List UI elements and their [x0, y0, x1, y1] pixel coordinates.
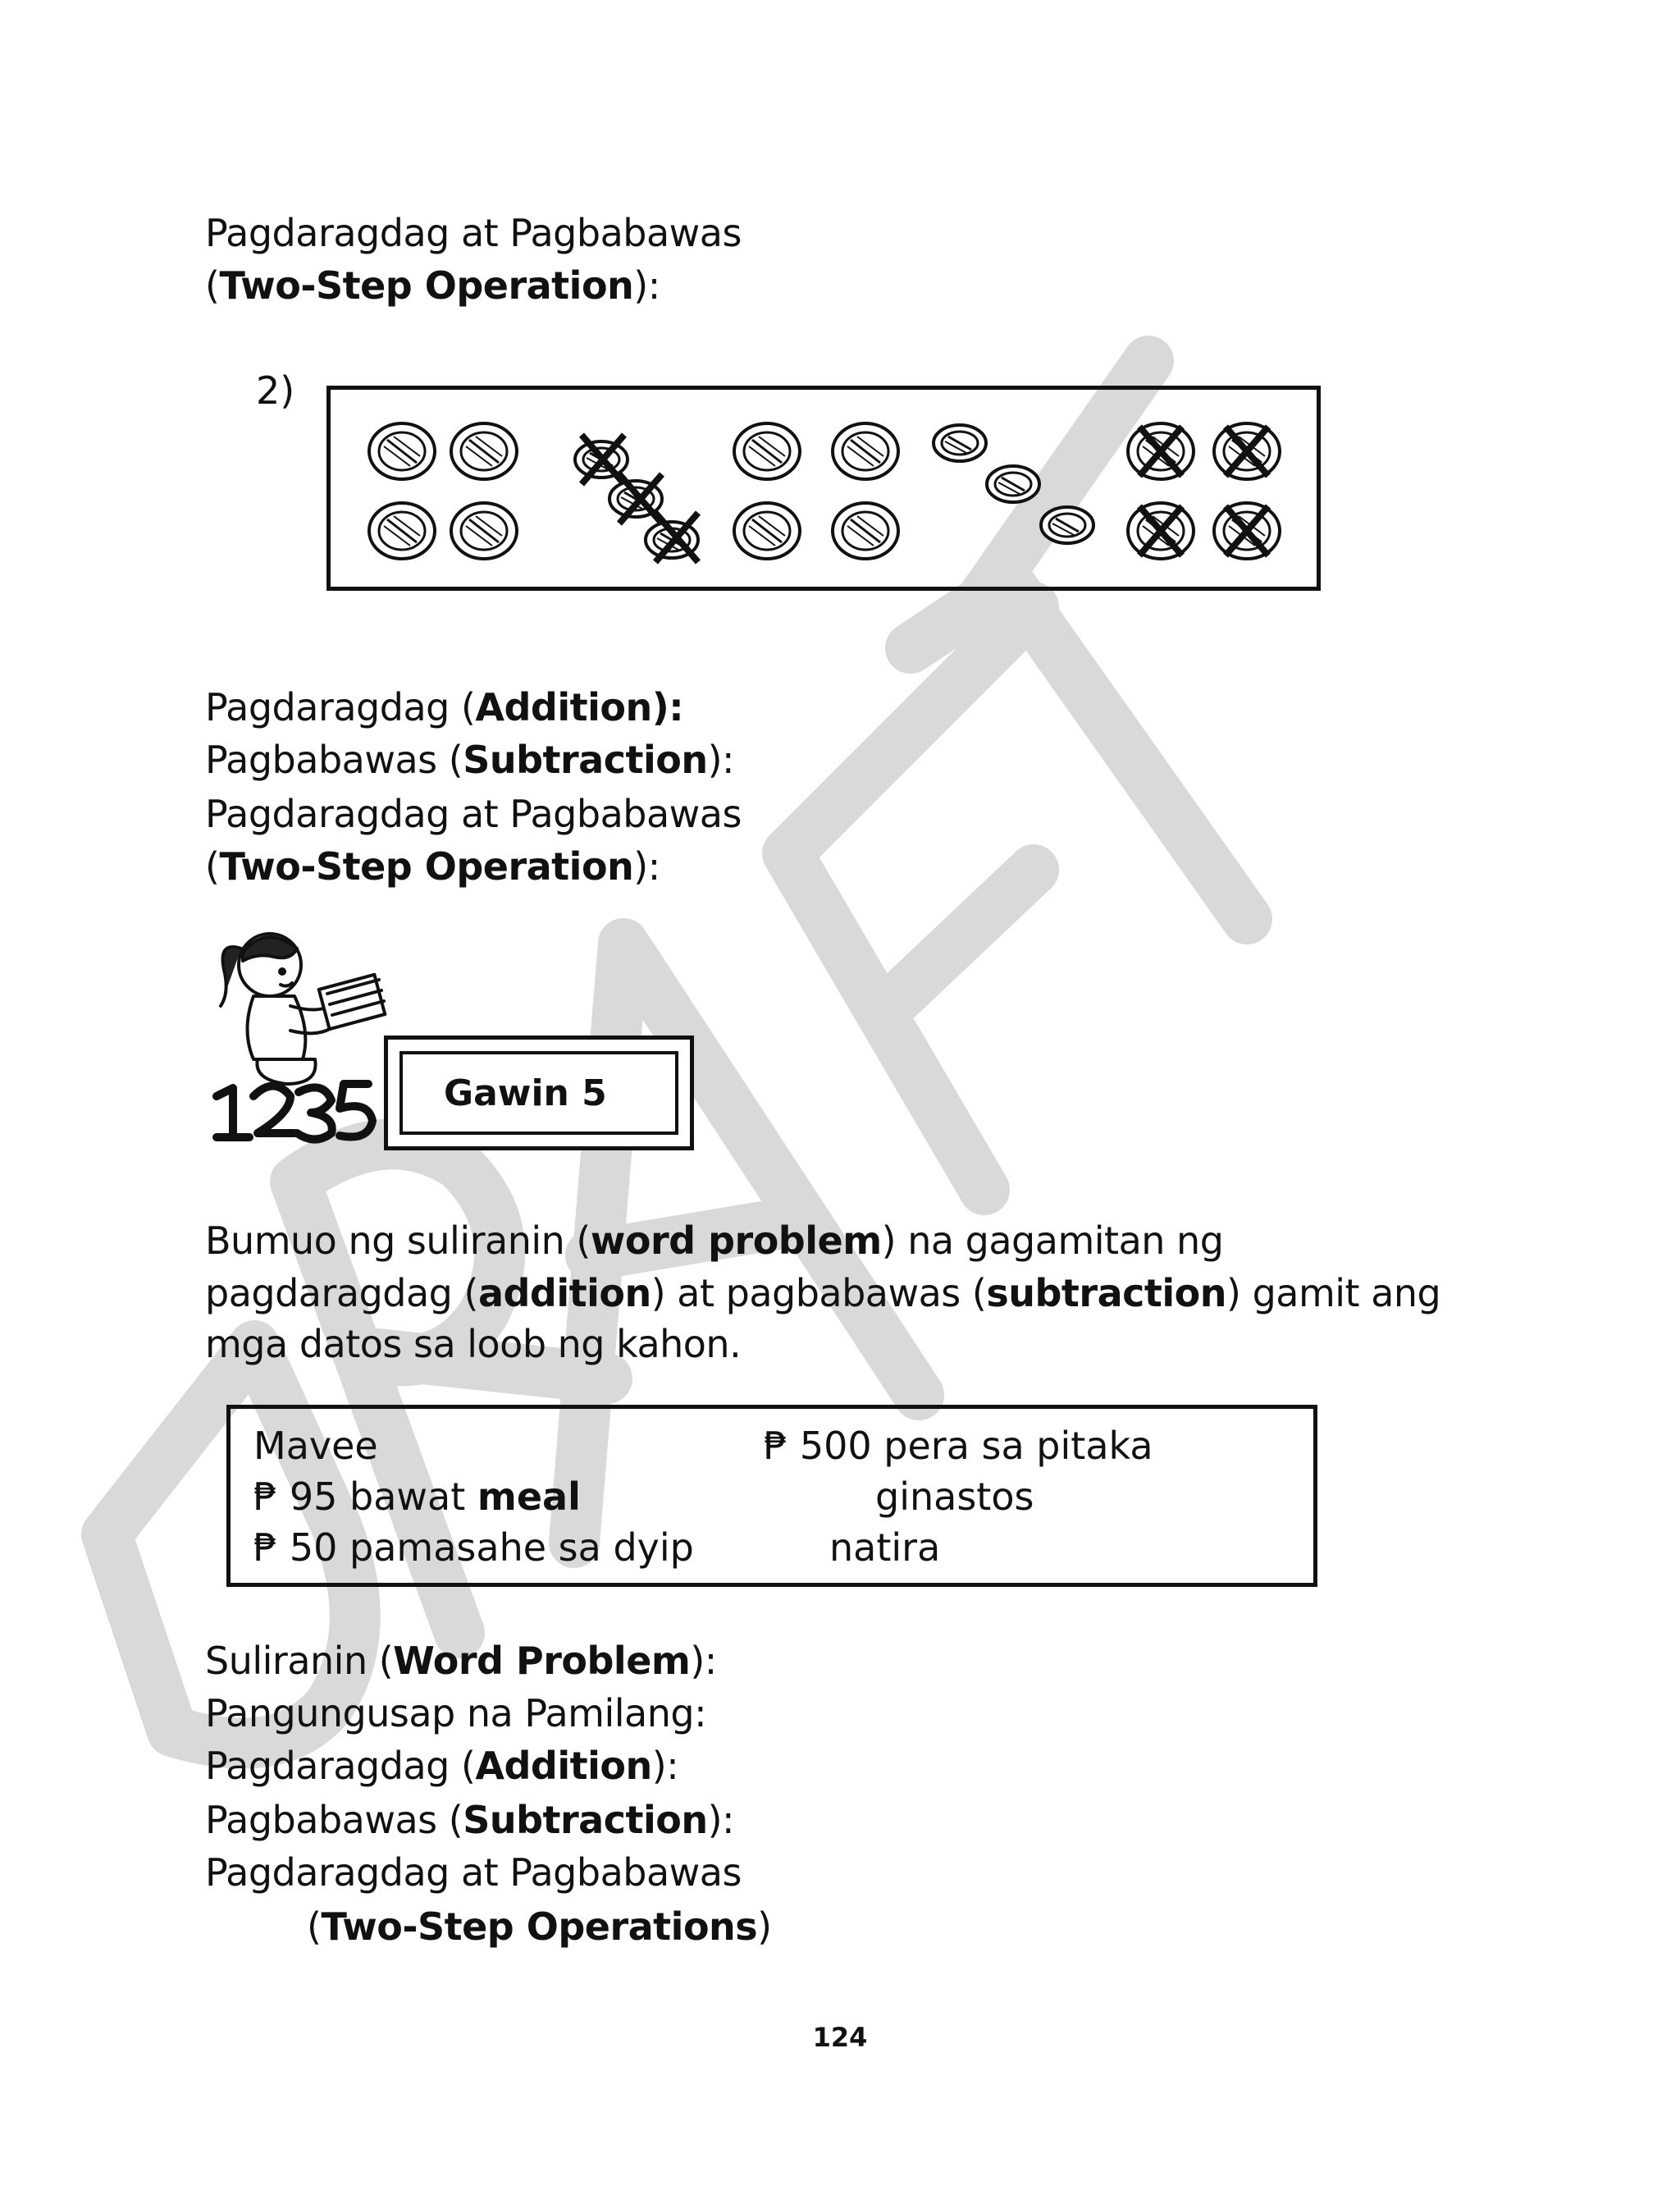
instruction-bold: addition [477, 1271, 651, 1315]
instruction-line1 [205, 1214, 1223, 1267]
two-step-label-2-line2 [307, 1900, 772, 1953]
addition-prefix: Pagdaragdag ( [205, 1744, 476, 1788]
coin-icon [987, 466, 1039, 502]
activity-title-frame [384, 1036, 694, 1150]
coin-icon [934, 425, 986, 461]
counter-diagram-box [326, 386, 1321, 591]
data-name: Mavee [253, 1424, 378, 1468]
addition-prefix: Pagdaragdag ( [205, 685, 476, 729]
two-step-bold: Two-Step Operation [219, 844, 634, 889]
coin-icon [833, 503, 898, 559]
instruction-line2 [205, 1267, 1440, 1319]
instruction-bold: subtraction [986, 1271, 1226, 1315]
two-step-bold: Two-Step Operations [321, 1904, 758, 1949]
subtraction-suffix: ): [707, 738, 735, 782]
addition-bold: Addition [475, 1744, 652, 1788]
addition-suffix: ): [651, 685, 684, 729]
data-box [226, 1405, 1317, 1587]
addition-suffix: ): [651, 1744, 679, 1788]
instruction-text: ) na gagamitan ng [881, 1218, 1224, 1263]
two-step-bold: Two-Step Operation [219, 263, 634, 308]
two-step-title-line1: Pagdaragdag at Pagbabawas [205, 211, 742, 255]
subtraction-label-2 [205, 1794, 734, 1846]
meal-bold: meal [477, 1474, 581, 1519]
subtraction-bold: Subtraction [463, 1798, 708, 1842]
word-problem-prefix: Suliranin ( [205, 1639, 394, 1683]
instruction-text: ) at pagbabawas ( [651, 1271, 987, 1315]
coin-icon [369, 423, 435, 479]
subtraction-label [205, 734, 734, 786]
paren-close: ) [757, 1904, 772, 1949]
coin-icon [833, 423, 898, 479]
instruction-bold: word problem [590, 1218, 882, 1263]
two-step-label-line1: Pagdaragdag at Pagbabawas [205, 792, 742, 836]
two-step-label-2-line1: Pagdaragdag at Pagbabawas [205, 1850, 742, 1895]
addition-bold: Addition [475, 685, 652, 729]
word-problem-suffix: ): [690, 1639, 717, 1683]
counter-diagram [331, 390, 1317, 587]
subtraction-suffix: ): [707, 1798, 735, 1842]
girl-with-abacus-illustration [208, 916, 389, 1145]
two-step-label-line2 [205, 840, 660, 893]
instruction-text: ) gamit ang [1226, 1271, 1441, 1315]
coin-icon [451, 423, 517, 479]
subtraction-bold: Subtraction [463, 738, 708, 782]
instruction-text: pagdaragdag ( [205, 1271, 478, 1315]
coin-icon [734, 503, 800, 559]
instruction-text: Bumuo ng suliranin ( [205, 1218, 591, 1263]
word-problem-label [205, 1634, 717, 1687]
coin-icon [1041, 507, 1093, 543]
coin-icon [369, 503, 435, 559]
paren-close: ): [633, 263, 660, 308]
subtraction-prefix: Pagbabawas ( [205, 738, 463, 782]
data-remaining: natira [829, 1525, 941, 1570]
data-fare: ₱ 50 pamasahe sa dyip [253, 1525, 694, 1570]
page-number: 124 [812, 2022, 868, 2053]
paren-open: ( [307, 1904, 322, 1949]
instruction-line3: mga datos sa loob ng kahon. [205, 1322, 742, 1366]
data-meal [253, 1471, 581, 1522]
activity-title: Gawin 5 [399, 1051, 678, 1135]
paren-open: ( [205, 844, 220, 889]
addition-label-2 [205, 1740, 678, 1792]
subtraction-prefix: Pagbabawas ( [205, 1798, 463, 1842]
coin-icon [451, 503, 517, 559]
coin-icon [734, 423, 800, 479]
paren-open: ( [205, 263, 220, 308]
data-wallet: ₱ 500 pera sa pitaka [764, 1424, 1153, 1468]
word-problem-bold: Word Problem [393, 1639, 691, 1683]
meal-price: ₱ 95 bawat [253, 1474, 477, 1519]
item-number: 2) [256, 368, 295, 413]
paren-close: ): [633, 844, 660, 889]
data-spent: ginastos [875, 1474, 1034, 1519]
number-sentence-label: Pangungusap na Pamilang: [205, 1691, 707, 1735]
two-step-title-line2 [205, 259, 660, 312]
addition-label [205, 681, 683, 734]
